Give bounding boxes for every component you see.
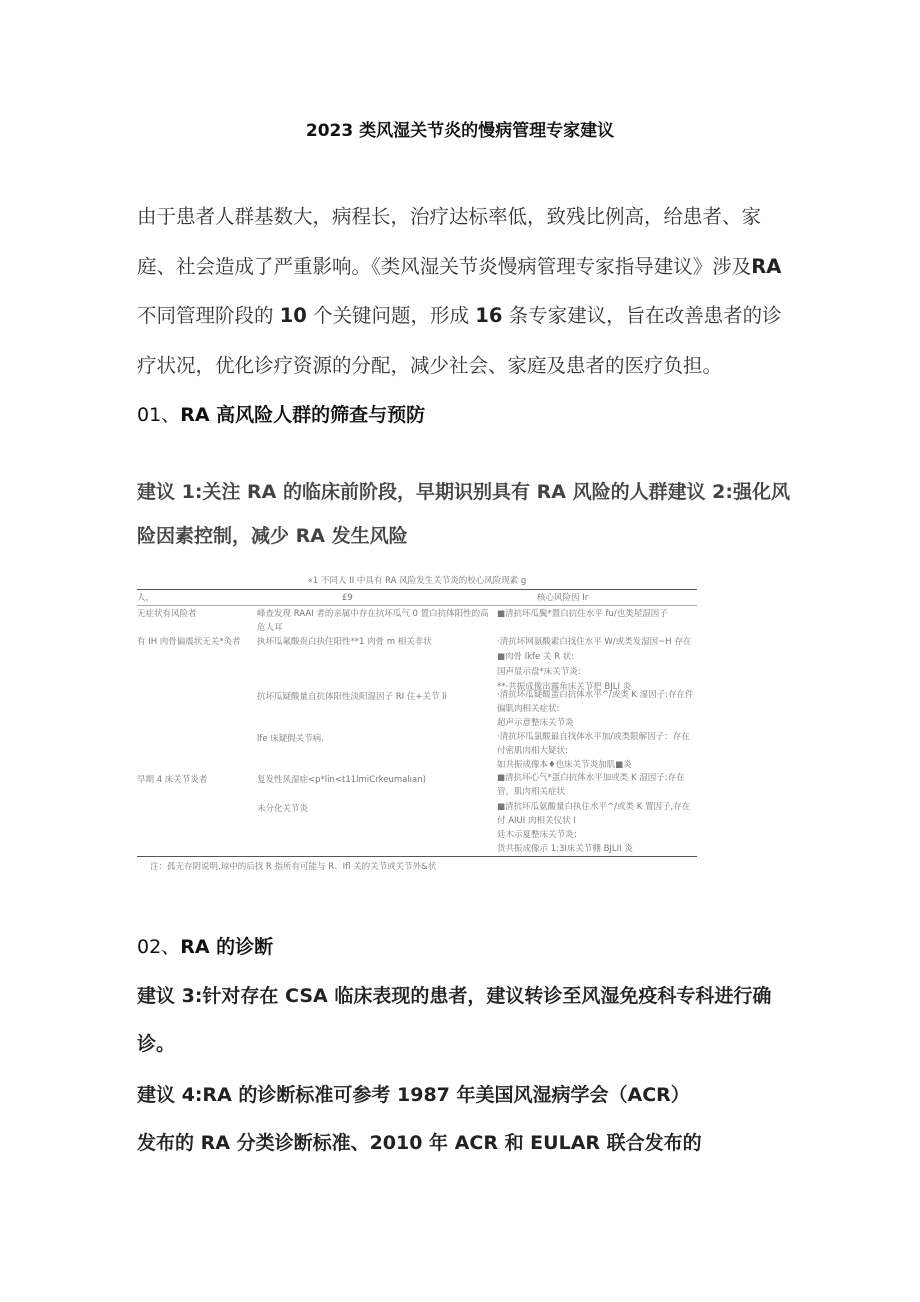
section-title: RA 的诊断	[180, 936, 274, 958]
section-number: 01、	[137, 404, 181, 426]
recommendation-4-line-1: 建议 4:RA 的诊断标准可参考 1987 年美国风湿病学会（ACR）	[137, 1084, 690, 1106]
section-heading-02	[137, 932, 273, 959]
table-cell: ■清抗坏心气*蛋白抗体水平加或类 K 湿因子:存在管，肌肉相关症状	[497, 773, 685, 797]
intro-text-4: 条专家建议，旨在改善患者的诊疗状况，优化诊疗资源的分配，减少社会、家庭及患者的医疗负担。	[137, 304, 782, 377]
intro-ra: RA	[751, 254, 782, 278]
intro-count-16: 16	[475, 304, 503, 327]
table-rule-top	[137, 589, 697, 590]
section-number: 02、	[137, 936, 181, 958]
table-rule-header	[137, 605, 697, 606]
page-title: 2023 类风湿关节炎的慢病管理专家建议	[305, 121, 615, 141]
table-caption: «1 不同人 II 中具有 RA 风险发生关节炎的校心风险现素 g	[307, 576, 527, 586]
intro-text-3: 个关键问题，形成	[306, 304, 476, 327]
table-cell: ■清抗坏瓜氨酸量白执住水平^/或类 K 置因子,存在付 AIUI 肉相关仪状 I 廷木示夏整床关节炎； 货共振成像示 1:3I床关节棚 BJLII 炎	[497, 802, 691, 854]
section-title: RA 高风险人群的筛查与预防	[180, 404, 426, 426]
table-note: 注：孤无存阴说明.琼中的后找 R 指所有可能与 R、Ifl 关的关节或关节外&状	[150, 862, 437, 872]
table-cell: ·清抗坏网氨酸素白找住水平 W/或类发湿因~H 存在■肉骨 lkfe 关 R 状: 国声显示盘*床关节炎: **·共振成像出露角床关节把 BJLI 炎	[497, 637, 692, 691]
table-cell: 未分化关节炎	[257, 804, 309, 814]
risk-factor-table	[137, 572, 697, 862]
table-cell: 执坏瓜氟酸贵白执住阳性**1 肉骨 m 相关非状	[257, 637, 432, 647]
table-rule-bottom	[137, 856, 697, 857]
intro-text-1: 由于患者人群基数大，病程长，治疗达标率低，致残比例高，给患者、家庭、社会造成了严重影响。《类风湿关节炎慢病管理专家指导建议》涉及	[137, 205, 762, 278]
table-header: 核心风险因 Ir	[537, 593, 589, 603]
table-cell: ·清抗坏瓜氯酸最自找体水平加/或类限解因子：存在付密肌肉相大疑状: 如共振成像本♦也床关节炎加肌■炎	[497, 732, 690, 770]
table-cell: 有 IH 肉骨偏震状无关*灸者	[137, 637, 241, 647]
table-cell: 复发性风湿症<p*lin<t11lmiCrkeumalıan)	[257, 775, 426, 785]
table-cell: lfe 床疑假关节病.	[257, 734, 324, 744]
intro-paragraph	[137, 192, 787, 390]
table-cell: ■清抗坏瓜鬓*置白抗住水平 fu/也类屋湿因子	[497, 609, 668, 619]
table-header: £9	[342, 593, 353, 603]
section-heading-01	[137, 400, 425, 427]
table-cell: ·清抗坏瓜疑酸蛋白抗体水平^/或类 K 湿因子:存在件偏肌肉相关症状: 超声示意整床关节炎	[497, 690, 694, 728]
table-cell: 早期 4 床关节炎者	[137, 775, 208, 785]
recommendation-3: 建议 3:针对存在 CSA 临床表现的患者，建议转诊至风湿免疫科专科进行确诊。	[137, 985, 772, 1055]
intro-text-2: 不同管理阶段的	[137, 304, 280, 327]
table-cell: 峰查发现 RAAI 者的亲属中存在抗坏瓜气 0 置白抗体阳性的高危人耳	[257, 609, 489, 633]
table-cell: 无症状有风险者	[137, 609, 197, 619]
table-cell: 抗坏瓜疑酸量自抗体阳性淡阳湿因子 RI 住+关节 li	[257, 692, 447, 702]
recommendation-4-line-2: 发布的 RA 分类诊断标准、2010 年 ACR 和 EULAR 联合发布的	[137, 1132, 702, 1154]
table-header: 人，	[137, 593, 155, 603]
intro-count-10: 10	[279, 304, 307, 327]
recommendation-1-2: 建议 1:关注 RA 的临床前阶段，早期识别具有 RA 风险的人群建议 2:强化风险因素控制，减少 RA 发生风险	[137, 481, 790, 547]
